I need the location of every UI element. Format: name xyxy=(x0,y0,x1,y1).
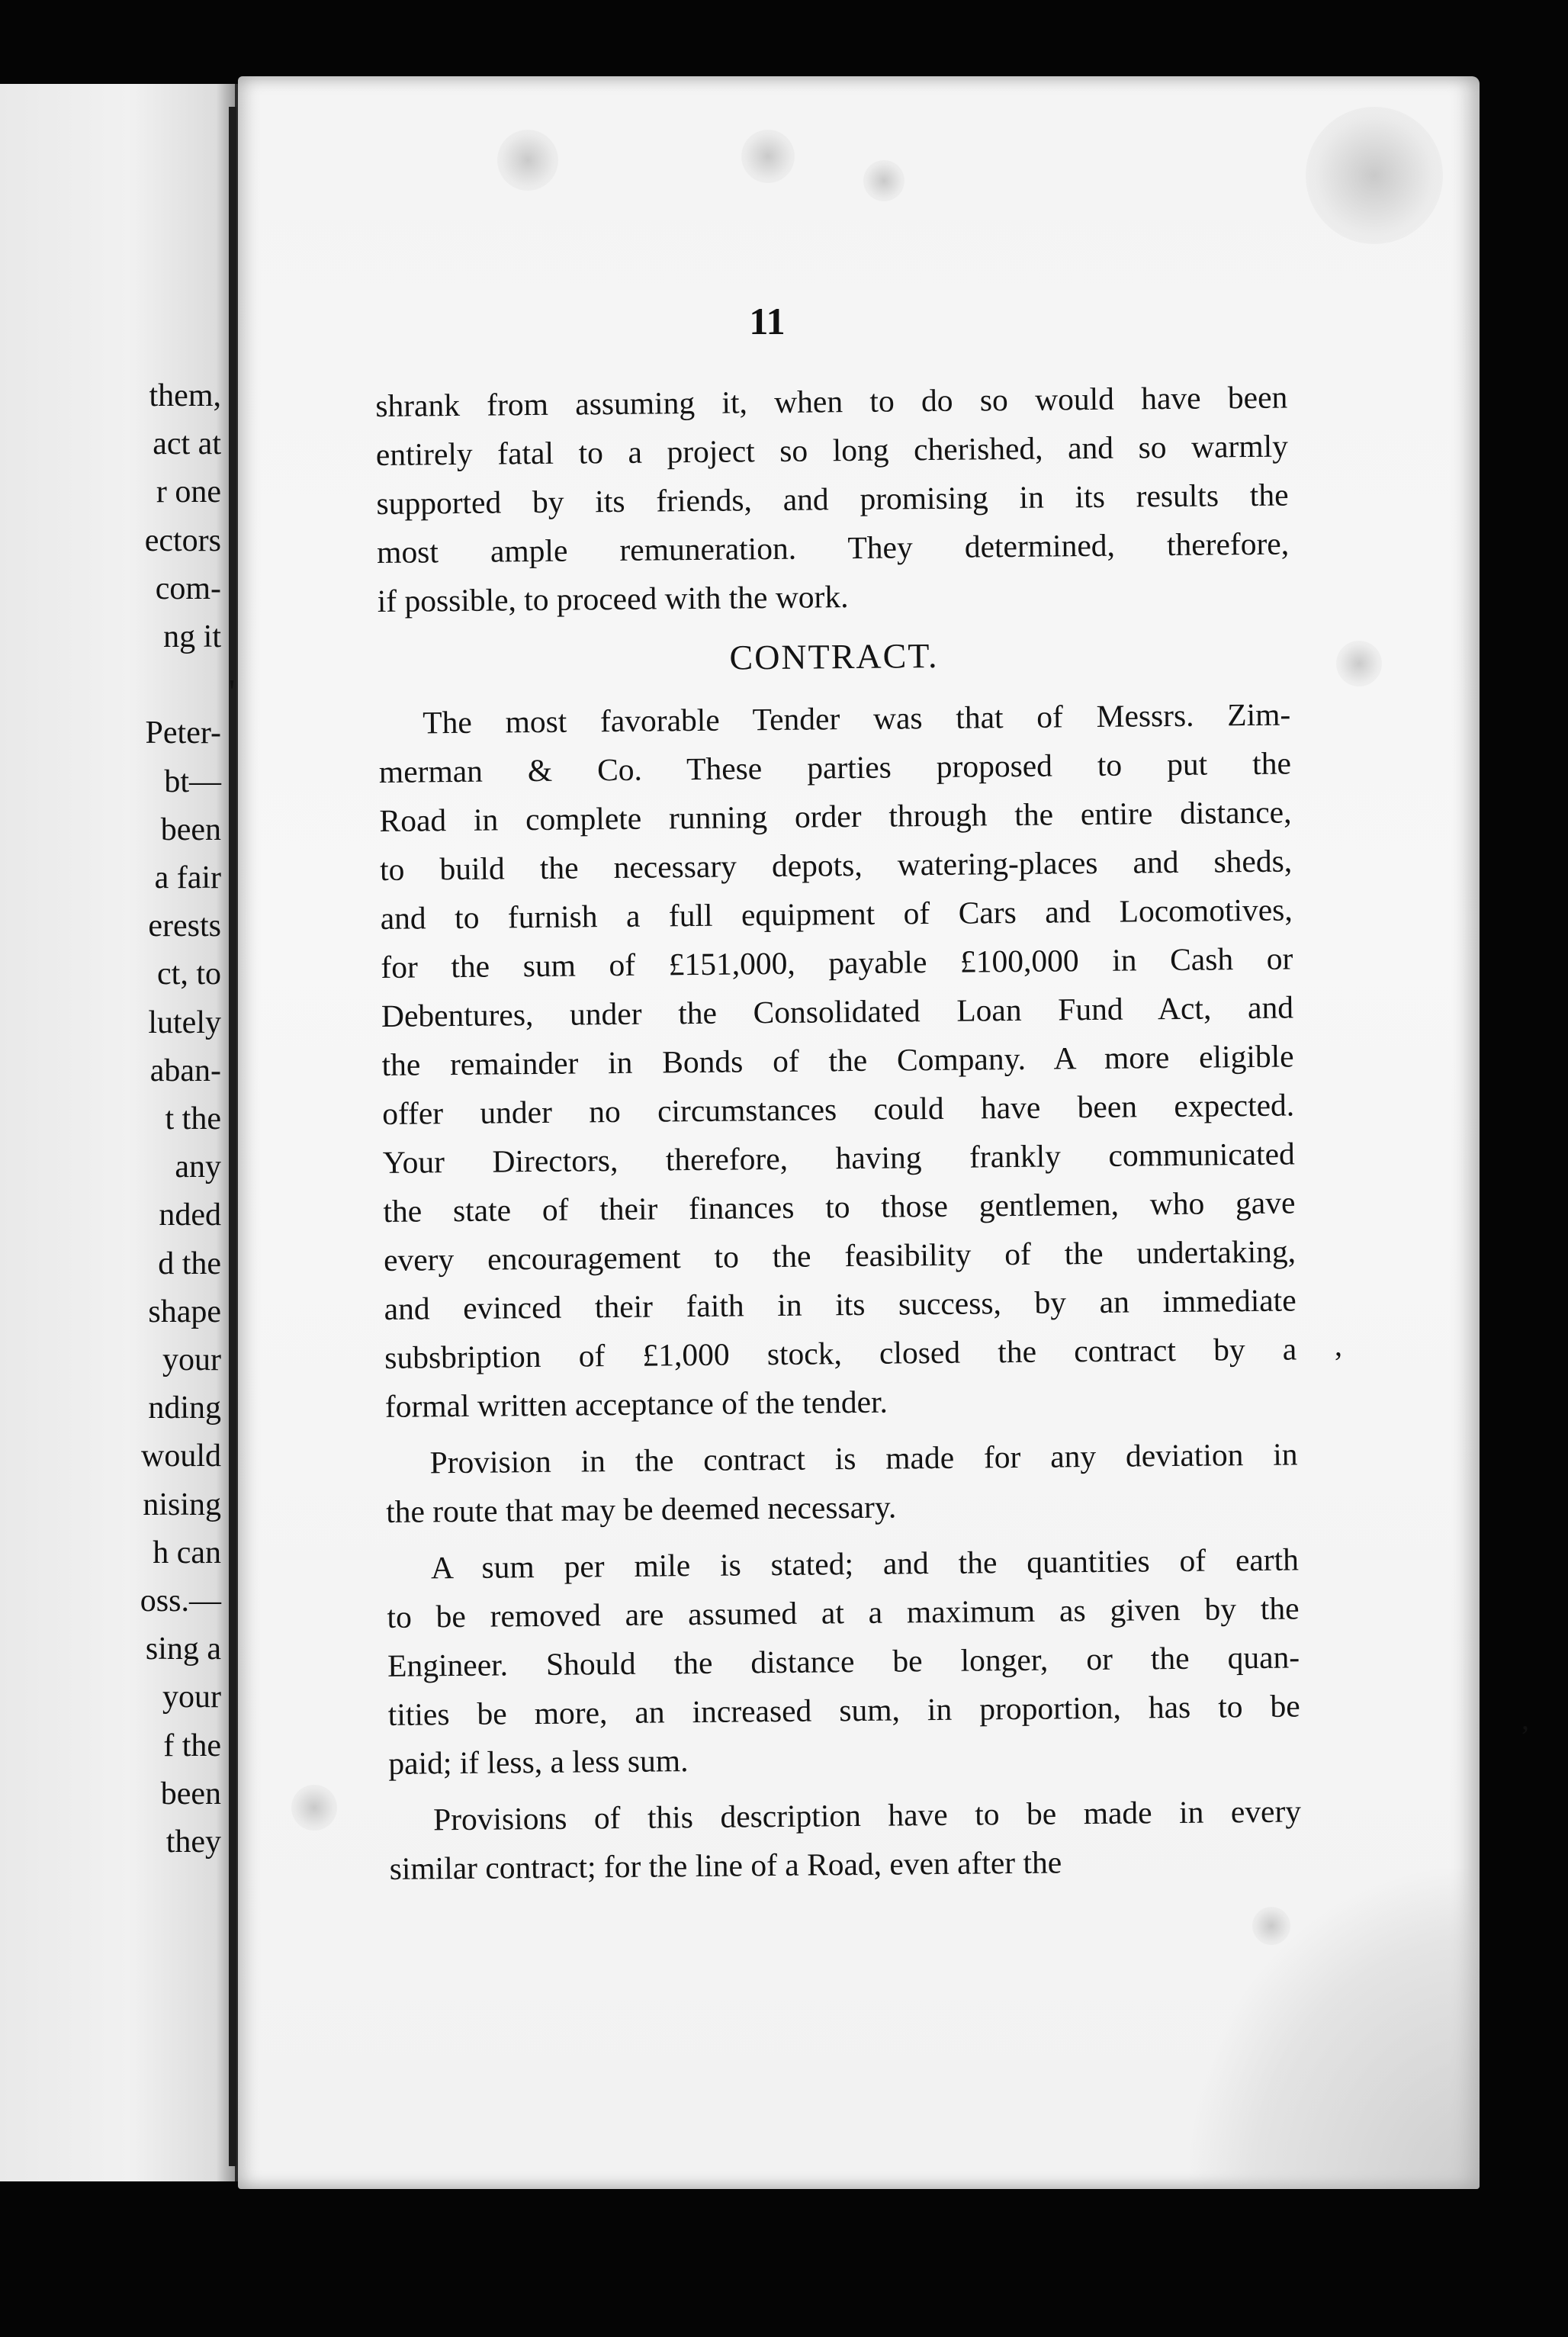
text-line: The most favorable Tender was that of Messrs. Zim- xyxy=(423,696,1291,741)
text-line: offer under no circumstances could have been expected. xyxy=(381,1087,1295,1131)
foxing-stain xyxy=(741,130,795,183)
page-number: 11 xyxy=(749,300,786,342)
text-line: tities be more, an increased sum, in proportion, has to be xyxy=(387,1688,1300,1732)
left-page-line: f the xyxy=(163,1728,221,1763)
left-page-line: been xyxy=(160,812,221,847)
foxing-stain xyxy=(1306,107,1443,244)
text-line: Debentures, under the Consolidated Loan Fund Act, and xyxy=(381,989,1294,1033)
left-page-line: aban- xyxy=(149,1053,221,1088)
left-page-line: your xyxy=(162,1680,221,1715)
text-line: shrank from assuming it, when to do so would have been xyxy=(375,379,1288,423)
left-page-line: sing a xyxy=(145,1631,221,1667)
section-heading: CONTRACT. xyxy=(729,635,939,677)
left-page-line: nising xyxy=(143,1487,221,1522)
text-line: entirely fatal to a project so long cherished, and so warmly xyxy=(375,428,1289,472)
foxing-stain xyxy=(863,160,904,201)
text-line: the route that may be deemed necessary. xyxy=(386,1489,897,1529)
foxing-stain xyxy=(291,1785,337,1831)
body-text xyxy=(375,373,1302,1893)
text-line: subsbription of £1,000 stock, closed the contract by a xyxy=(384,1331,1297,1375)
left-page-line: nding xyxy=(148,1390,221,1426)
text-line: the remainder in Bonds of the Company. A more eligible xyxy=(381,1038,1294,1082)
left-page-line: r one xyxy=(156,474,221,510)
left-page-line: bt— xyxy=(164,763,221,799)
left-page-line: nded xyxy=(159,1197,221,1233)
text-line: and to furnish a full equipment of Cars and Locomotives, xyxy=(380,892,1293,936)
left-page-line: ectors xyxy=(144,522,221,558)
left-page-line: oss.— xyxy=(140,1583,221,1619)
left-page-line: t the xyxy=(165,1101,221,1136)
left-page-line: any xyxy=(175,1149,221,1185)
text-line: paid; if less, a less sum. xyxy=(388,1743,689,1781)
page-gutter xyxy=(229,107,236,2166)
text-line: Provision in the contract is made for any deviation in xyxy=(429,1436,1298,1480)
text-line: merman & Co. These parties proposed to put the xyxy=(378,745,1292,789)
foxing-stain xyxy=(1336,641,1382,686)
previous-page-edge xyxy=(0,84,238,2181)
text-line: and evinced their faith in its success, by an immediate xyxy=(384,1282,1296,1326)
text-line: to be removed are assumed at a maximum as given by the xyxy=(387,1590,1300,1635)
ink-mark: , xyxy=(1521,1702,1529,1736)
left-page-line: erests xyxy=(148,908,221,944)
left-page-line: ng it xyxy=(163,619,221,654)
left-page-line: Peter- xyxy=(145,715,221,751)
book-page xyxy=(238,76,1480,2189)
left-page-line: ct, to xyxy=(157,956,221,992)
text-line: formal written acceptance of the tender. xyxy=(384,1384,888,1424)
left-page-line: shape xyxy=(148,1294,221,1329)
left-page-line: lutely xyxy=(148,1005,221,1040)
left-page-line: com- xyxy=(155,571,221,606)
left-page-line: they xyxy=(165,1824,221,1860)
text-line: every encouragement to the feasibility of the undertaking, xyxy=(383,1233,1296,1278)
ink-mark: ' xyxy=(229,672,236,711)
text-line: Your Directors, therefore, having frankly communicated xyxy=(382,1136,1295,1180)
text-line: to build the necessary depots, watering-places and sheds, xyxy=(379,843,1293,887)
left-page-line: d the xyxy=(158,1246,221,1281)
water-stain xyxy=(1190,1869,1480,2189)
text-line: most ample remuneration. They determined, therefore, xyxy=(376,526,1290,570)
left-page-line: been xyxy=(160,1776,221,1811)
text-line: similar contract; for the line of a Road, even after the xyxy=(389,1844,1062,1886)
text-line: Provisions of this description have to be made in every xyxy=(432,1793,1302,1837)
text-line: Road in complete running order through the entire distance, xyxy=(379,794,1292,838)
text-line: the state of their finances to those gentlemen, who gave xyxy=(383,1185,1296,1229)
left-page-line: h can xyxy=(153,1535,221,1570)
text-line: if possible, to proceed with the work. xyxy=(377,579,849,619)
left-page-line: them, xyxy=(149,378,221,413)
text-line: for the sum of £151,000, payable £100,000 in Cash or xyxy=(381,940,1293,985)
text-line: A sum per mile is stated; and the quantities of earth xyxy=(430,1541,1300,1586)
left-page-line: act at xyxy=(153,426,221,462)
left-page-line: your xyxy=(162,1342,221,1377)
text-line: Engineer. Should the distance be longer, or the quan- xyxy=(387,1639,1300,1683)
text-line: supported by its friends, and promising in its results the xyxy=(376,477,1289,521)
left-page-line: a fair xyxy=(154,860,221,895)
foxing-stain xyxy=(497,130,558,191)
left-page-line: would xyxy=(141,1439,221,1474)
ink-mark: , xyxy=(1335,1328,1342,1362)
